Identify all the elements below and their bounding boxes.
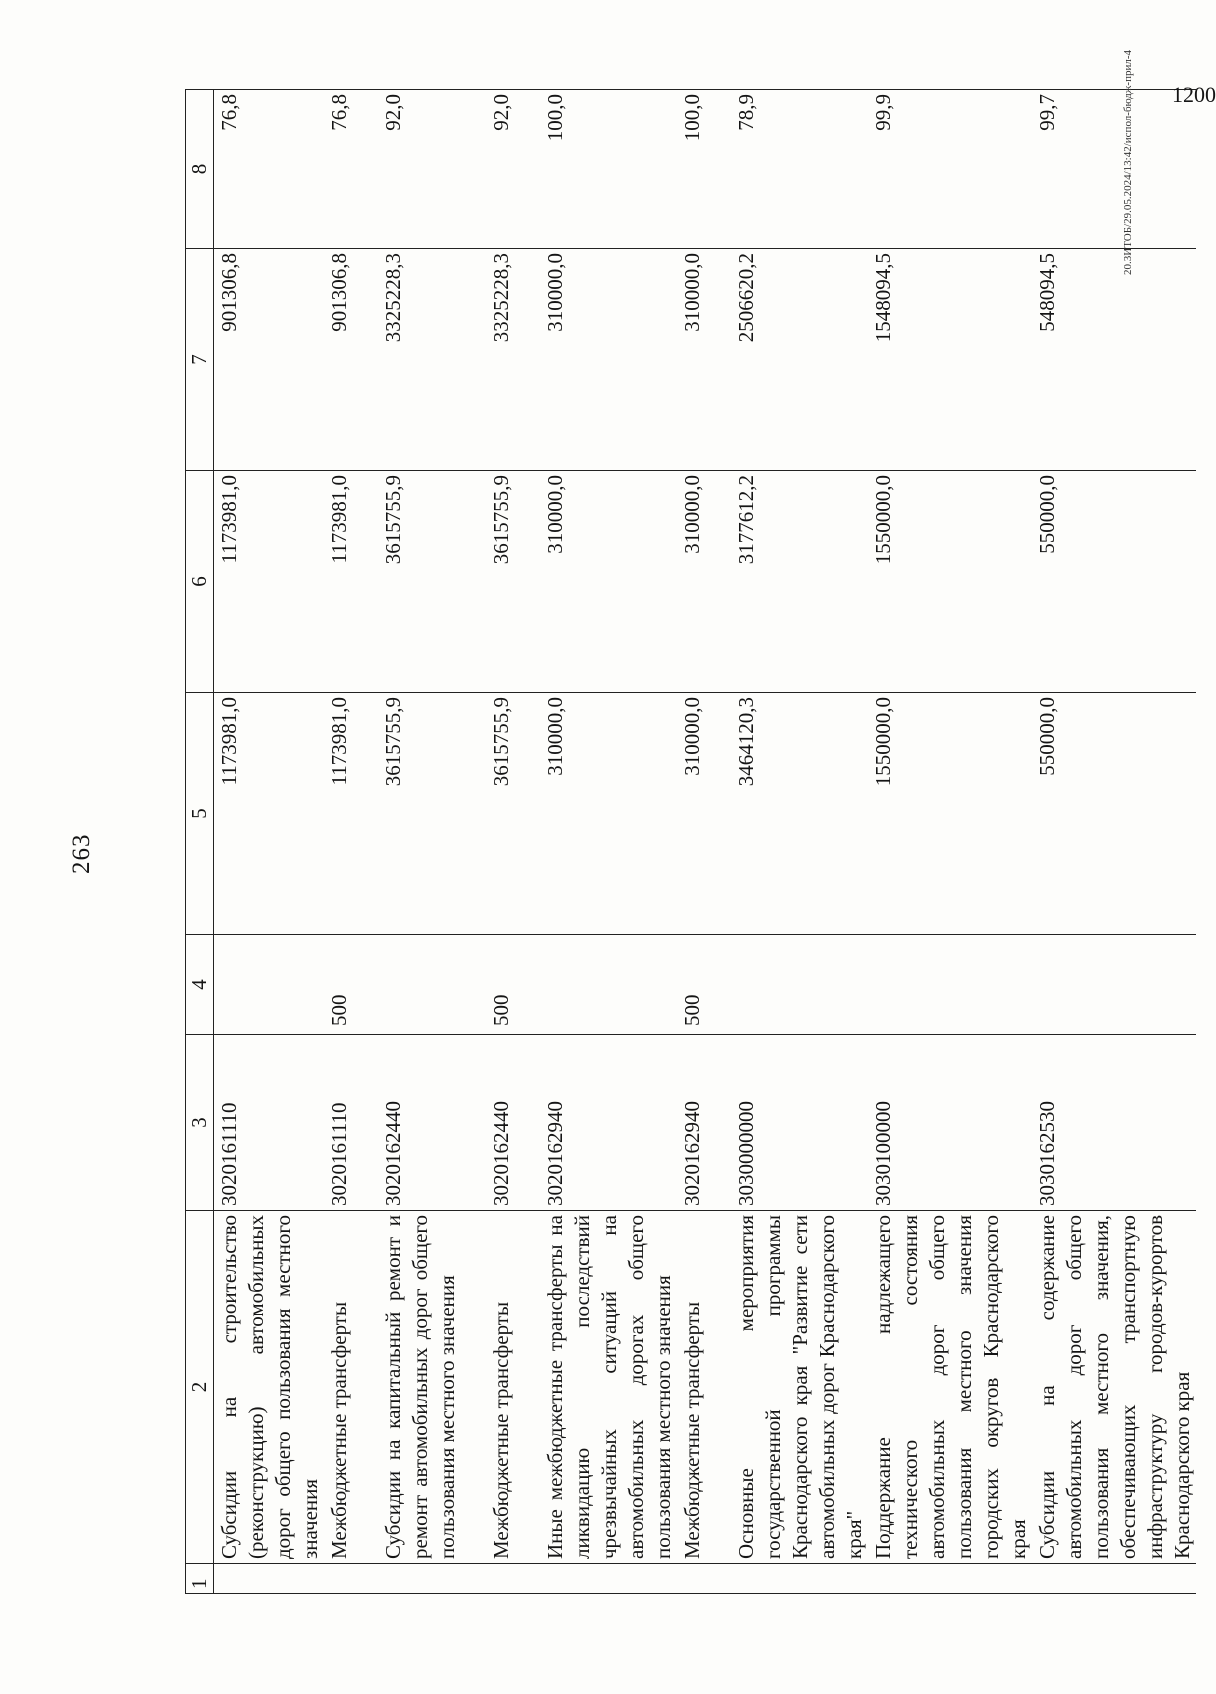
column-header: 1 [186, 1564, 214, 1594]
row-name-cell: Межбюджетные трансферты [324, 1211, 378, 1564]
target-code-cell: 3020161110 [324, 1035, 378, 1211]
row-name-cell: Межбюджетные трансферты [677, 1211, 731, 1564]
executed-amount-cell: 310000,0 [540, 249, 677, 471]
row-number-cell [378, 1564, 486, 1594]
target-code-cell: 3030162530 [1032, 1035, 1196, 1211]
executed-amount-cell: 1548094,5 [868, 249, 1032, 471]
column-header: 8 [186, 90, 214, 249]
approved-amount-cell: 310000,0 [540, 693, 677, 935]
row-name-cell: Субсидии на содержание автомобильных дорог общего пользования местного значения, обеспечивающих транспортную инфраструктуру городов-курортов Краснодарского края [1032, 1211, 1196, 1564]
row-number-cell [868, 1564, 1032, 1594]
refined-amount-cell: 1550000,0 [868, 471, 1032, 693]
expense-type-cell [378, 935, 486, 1035]
approved-amount-cell: 310000,0 [677, 693, 731, 935]
target-code-cell: 3020162440 [486, 1035, 540, 1211]
expense-type-cell [1032, 935, 1196, 1035]
target-code-cell: 3030000000 [731, 1035, 868, 1211]
refined-amount-cell: 1173981,0 [324, 471, 378, 693]
budget-table [185, 89, 1196, 1594]
target-code-cell: 3020162940 [677, 1035, 731, 1211]
column-header: 2 [186, 1211, 214, 1564]
refined-amount-cell: 310000,0 [677, 471, 731, 693]
execution-percent-cell: 92,0 [378, 90, 486, 249]
expense-type-cell [731, 935, 868, 1035]
footer-reference: 20.3ИТОБ/29.05.2024/13:42/испол-бюдж-прил-4 [1122, 50, 1134, 275]
execution-percent-cell: 99,9 [868, 90, 1032, 249]
expense-type-cell [540, 935, 677, 1035]
target-code-cell: 3030100000 [868, 1035, 1032, 1211]
row-number-cell [214, 1564, 325, 1594]
approved-amount-cell: 3615755,9 [486, 693, 540, 935]
expense-type-cell: 500 [486, 935, 540, 1035]
row-number-cell [1032, 1564, 1196, 1594]
expense-type-cell [868, 935, 1032, 1035]
expense-type-cell [214, 935, 325, 1035]
row-name-cell: Субсидии на строительство (реконструкцию) автомобильных дорог общего пользования местного значения [214, 1211, 325, 1564]
expense-type-cell: 500 [324, 935, 378, 1035]
approved-amount-cell: 3615755,9 [378, 693, 486, 935]
column-header: 6 [186, 471, 214, 693]
executed-amount-cell: 901306,8 [214, 249, 325, 471]
expense-type-cell: 500 [677, 935, 731, 1035]
executed-amount-cell: 310000,0 [677, 249, 731, 471]
scan-page-number: 1200 [1172, 82, 1216, 107]
execution-percent-cell: 99,7 [1032, 90, 1196, 249]
page-number: 263 [68, 833, 95, 874]
execution-percent-cell: 92,0 [486, 90, 540, 249]
row-number-cell [731, 1564, 868, 1594]
execution-percent-cell: 78,9 [731, 90, 868, 249]
executed-amount-cell: 901306,8 [324, 249, 378, 471]
row-number-cell [324, 1564, 378, 1594]
row-number-cell [486, 1564, 540, 1594]
refined-amount-cell: 3615755,9 [486, 471, 540, 693]
refined-amount-cell: 3615755,9 [378, 471, 486, 693]
column-header: 5 [186, 693, 214, 935]
executed-amount-cell: 3325228,3 [486, 249, 540, 471]
row-name-cell: Иные межбюджетные трансферты на ликвидацию последствий чрезвычайных ситуаций на автомобильных дорогах общего пользования местного значения [540, 1211, 677, 1564]
column-header: 3 [186, 1035, 214, 1211]
column-header: 4 [186, 935, 214, 1035]
table-body [214, 90, 1197, 1594]
row-name-cell: Межбюджетные трансферты [486, 1211, 540, 1564]
refined-amount-cell: 550000,0 [1032, 471, 1196, 693]
execution-percent-cell: 76,8 [214, 90, 325, 249]
target-code-cell: 3020162940 [540, 1035, 677, 1211]
target-code-cell: 3020162440 [378, 1035, 486, 1211]
table-row [540, 90, 677, 1594]
table-row [731, 90, 868, 1594]
executed-amount-cell: 2506620,2 [731, 249, 868, 471]
approved-amount-cell: 1173981,0 [324, 693, 378, 935]
target-code-cell: 3020161110 [214, 1035, 325, 1211]
row-number-cell [677, 1564, 731, 1594]
table-row [378, 90, 486, 1594]
approved-amount-cell: 1550000,0 [868, 693, 1032, 935]
table-row [324, 90, 378, 1594]
approved-amount-cell: 550000,0 [1032, 693, 1196, 935]
table-row [486, 90, 540, 1594]
row-number-cell [540, 1564, 677, 1594]
row-name-cell: Поддержание надлежащего технического состояния автомобильных дорог общего пользования местного значения городских округов Краснодарского края [868, 1211, 1032, 1564]
refined-amount-cell: 3177612,2 [731, 471, 868, 693]
executed-amount-cell: 548094,5 [1032, 249, 1196, 471]
refined-amount-cell: 1173981,0 [214, 471, 325, 693]
execution-percent-cell: 100,0 [677, 90, 731, 249]
row-name-cell: Субсидии на капитальный ремонт и ремонт автомобильных дорог общего пользования местного значения [378, 1211, 486, 1564]
execution-percent-cell: 100,0 [540, 90, 677, 249]
table-row [214, 90, 325, 1594]
table-row [1032, 90, 1196, 1594]
approved-amount-cell: 3464120,3 [731, 693, 868, 935]
table-row [677, 90, 731, 1594]
column-header: 7 [186, 249, 214, 471]
row-name-cell: Основные мероприятия государственной программы Краснодарского края "Развитие сети автомобильных дорог Краснодарского края" [731, 1211, 868, 1564]
execution-percent-cell: 76,8 [324, 90, 378, 249]
executed-amount-cell: 3325228,3 [378, 249, 486, 471]
refined-amount-cell: 310000,0 [540, 471, 677, 693]
column-number-row [186, 90, 214, 1594]
approved-amount-cell: 1173981,0 [214, 693, 325, 935]
table-row [868, 90, 1032, 1594]
